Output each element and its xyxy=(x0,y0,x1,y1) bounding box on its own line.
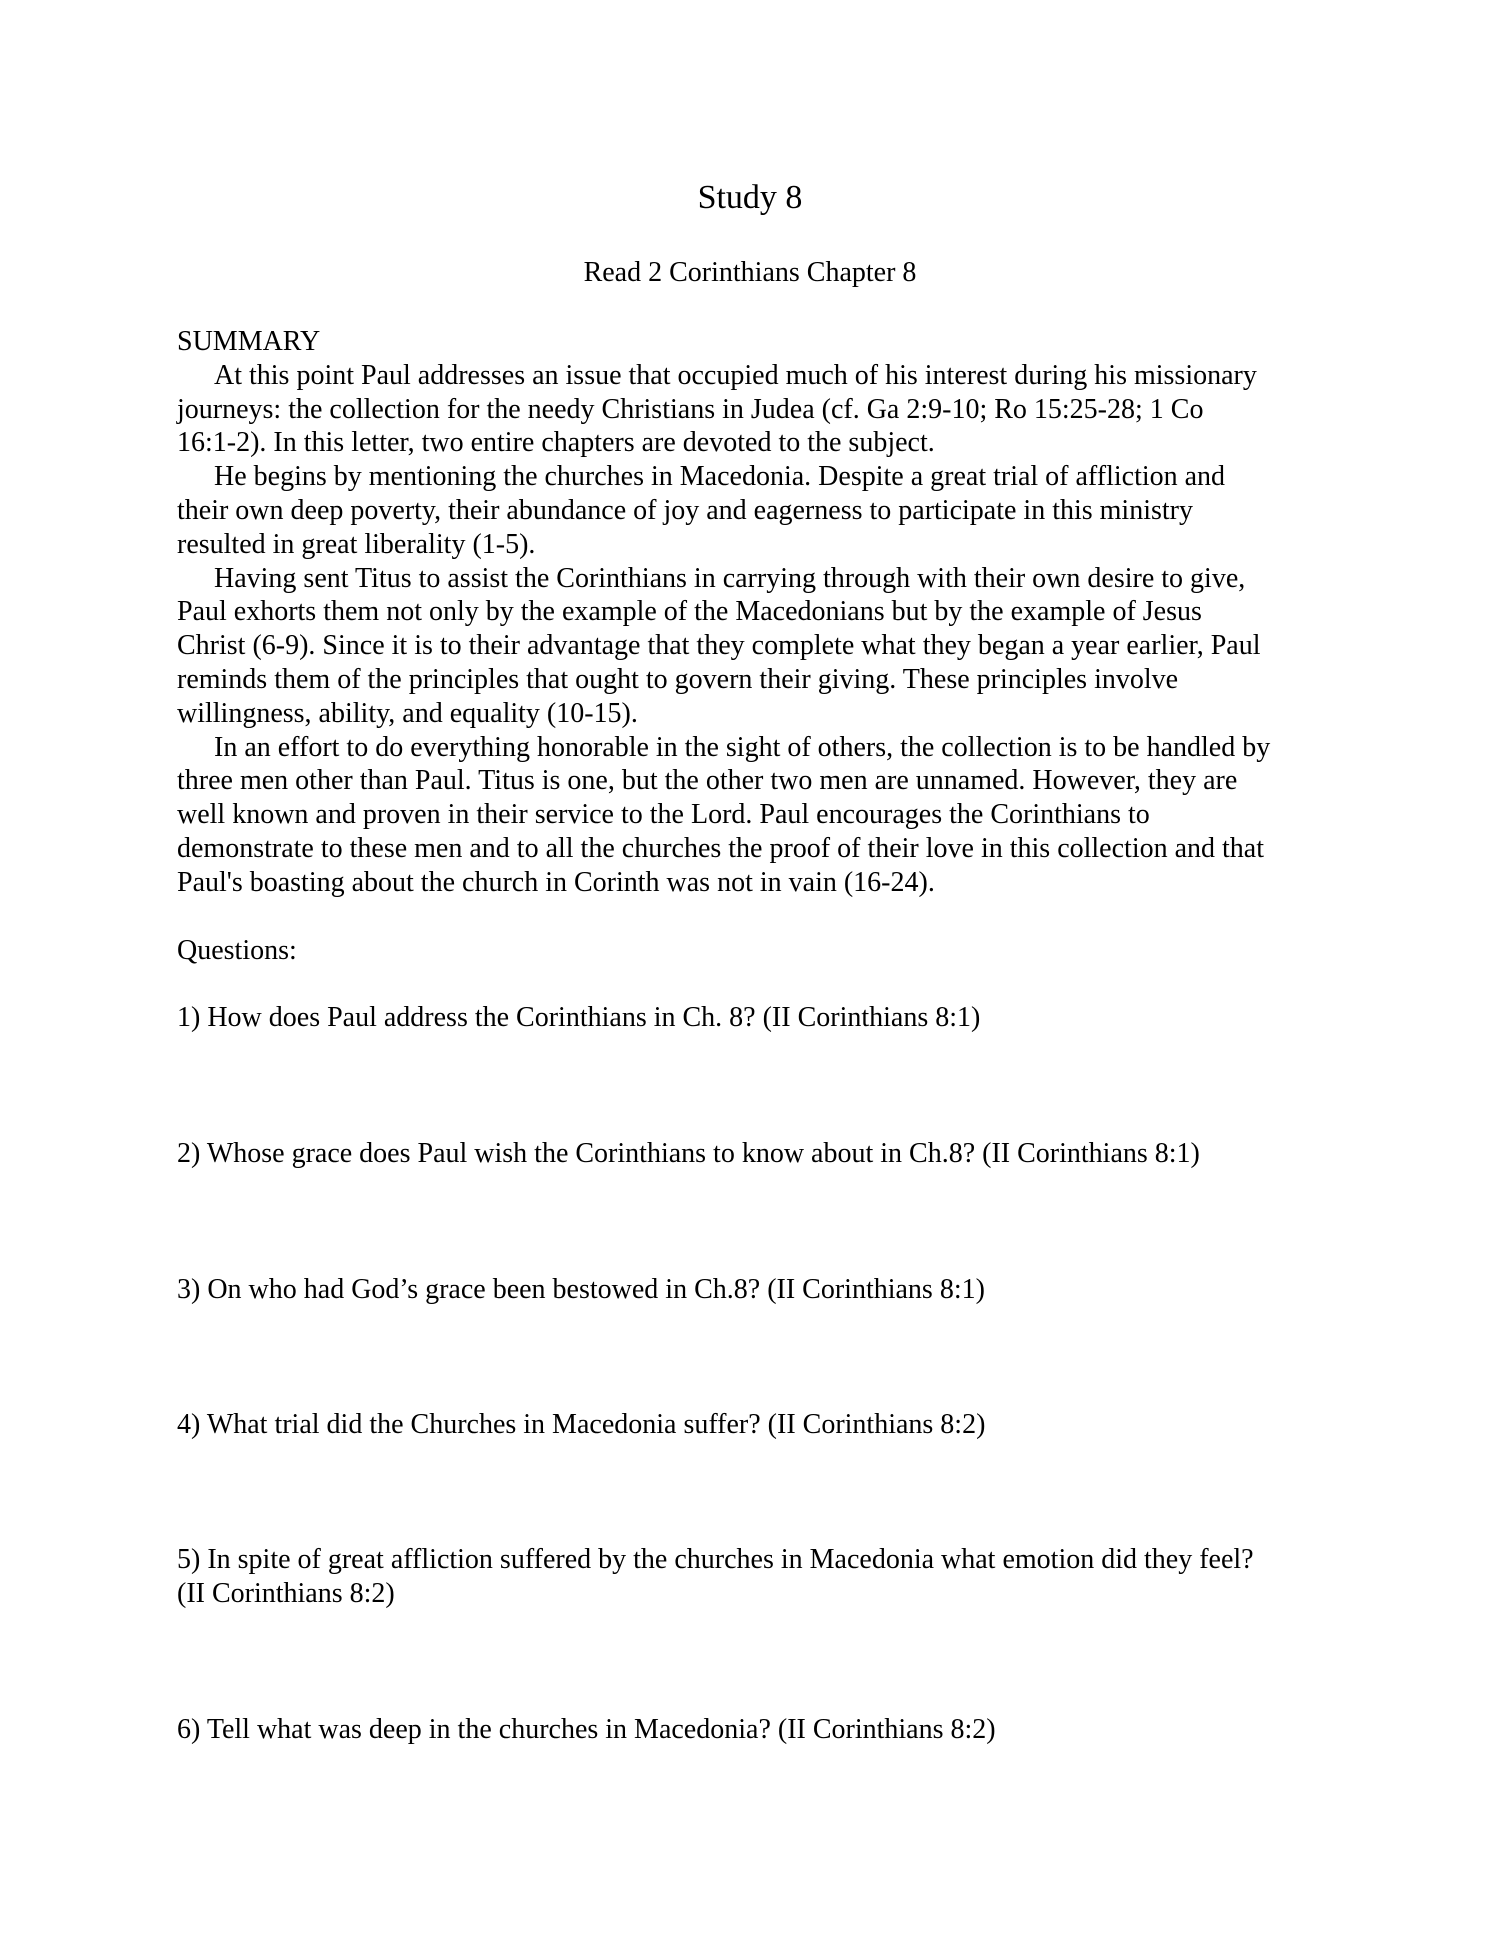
summary-section xyxy=(177,325,1270,900)
summary-line: resulted in great liberality (1-5). xyxy=(177,528,536,560)
question-6: 6) Tell what was deep in the churches in Macedonia? (II Corinthians 8:2) xyxy=(177,1714,996,1745)
summary-line: three men other than Paul. Titus is one, but the other two men are unnamed. However, they are xyxy=(177,765,1238,797)
summary-line: willingness, ability, and equality (10-15). xyxy=(177,697,638,729)
summary-line: reminds them of the principles that ought to govern their giving. These principles involve xyxy=(177,663,1179,695)
summary-line: demonstrate to these men and to all the churches the proof of their love in this collection and that xyxy=(177,832,1265,864)
page-title: Study 8 xyxy=(697,179,803,216)
question-2: 2) Whose grace does Paul wish the Corinthians to know about in Ch.8? (II Corinthians 8:1) xyxy=(177,1138,1200,1169)
summary-line: Paul's boasting about the church in Corinth was not in vain (16-24). xyxy=(177,866,935,898)
question-1: 1) How does Paul address the Corinthians in Ch. 8? (II Corinthians 8:1) xyxy=(177,1002,981,1033)
summary-line: In an effort to do everything honorable in the sight of others, the collection is to be handled by xyxy=(214,731,1271,763)
summary-line: their own deep poverty, their abundance of joy and eagerness to participate in this ministry xyxy=(177,494,1193,526)
summary-line: 16:1-2). In this letter, two entire chapters are devoted to the subject. xyxy=(177,427,935,459)
summary-line: Paul exhorts them not only by the example of the Macedonians but by the example of Jesus xyxy=(177,596,1202,628)
question-4: 4) What trial did the Churches in Macedonia suffer? (II Corinthians 8:2) xyxy=(177,1409,986,1440)
question-5-line: 5) In spite of great affliction suffered by the churches in Macedonia what emotion did they feel? xyxy=(177,1544,1254,1575)
summary-line: Christ (6-9). Since it is to their advantage that they complete what they began a year earlier, Paul xyxy=(177,630,1261,662)
question-3: 3) On who had God’s grace been bestowed in Ch.8? (II Corinthians 8:1) xyxy=(177,1274,985,1305)
summary-line: journeys: the collection for the needy Christians in Judea (cf. Ga 2:9-10; Ro 15:25-28; 1 Co xyxy=(177,393,1204,425)
question-5-line: (II Corinthians 8:2) xyxy=(177,1577,395,1609)
questions-heading: Questions: xyxy=(177,935,297,966)
question-5 xyxy=(177,1543,1254,1611)
summary-line: At this point Paul addresses an issue that occupied much of his interest during his missionary xyxy=(214,359,1257,391)
summary-heading: SUMMARY xyxy=(177,326,321,357)
reading-assignment: Read 2 Corinthians Chapter 8 xyxy=(583,257,917,288)
summary-line: well known and proven in their service to the Lord. Paul encourages the Corinthians to xyxy=(177,799,1150,831)
summary-line: Having sent Titus to assist the Corinthians in carrying through with their own desire to give, xyxy=(214,562,1246,594)
summary-line: He begins by mentioning the churches in Macedonia. Despite a great trial of affliction and xyxy=(214,461,1226,493)
